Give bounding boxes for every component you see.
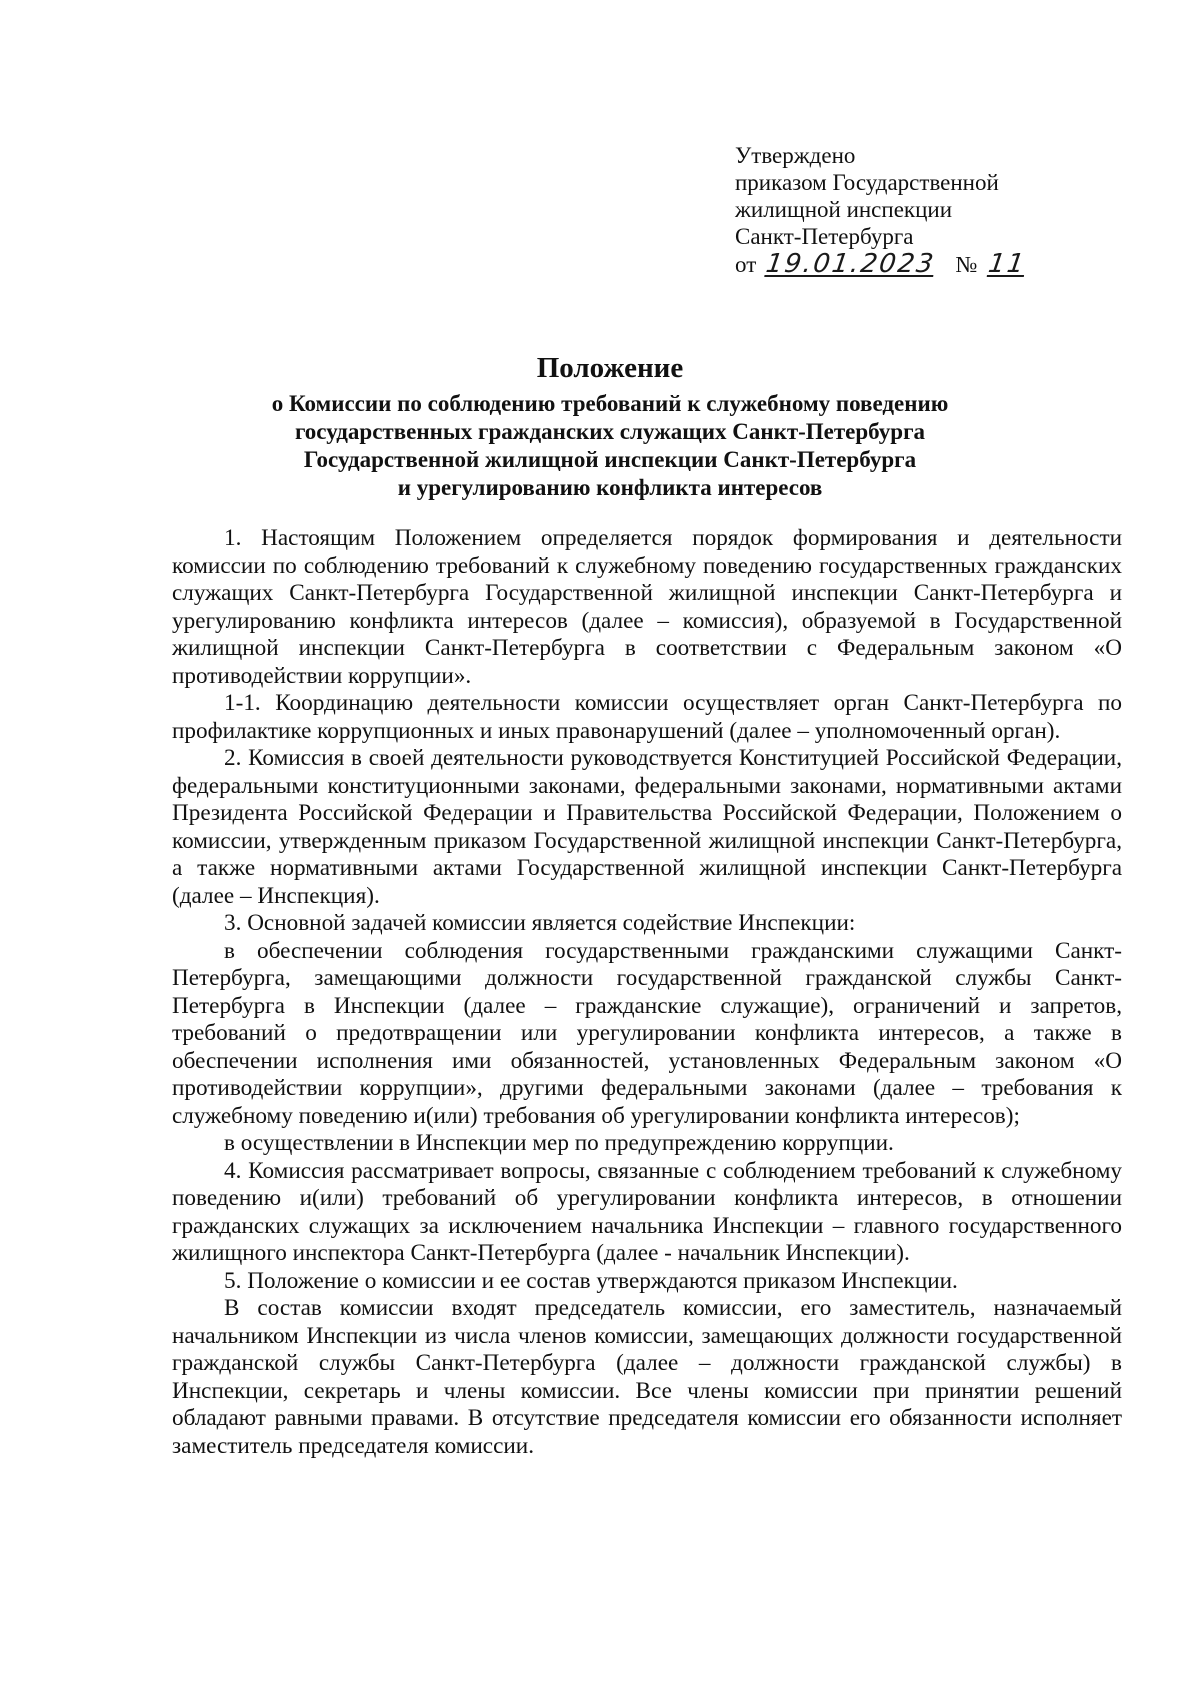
date-prefix: от: [735, 252, 757, 277]
approval-line: Санкт-Петербурга: [735, 224, 914, 249]
paragraph: в обеспечении соблюдения государственными гражданскими служащими Санкт-Петербурга, замещающими должности государственной гражданской службы Санкт-Петербурга в Инспекции (далее – гражданские служащие), ограничений и запретов, требований о предотвращении или урегулировании конфликта интересов, а также в обеспечении исполнения ими обязанностей, установленных Федеральным законом «О противодействии коррупции», другими федеральными законами (далее – требования к служебному поведению и(или) требования об урегулировании конфликта интересов);: [172, 937, 1122, 1129]
handwritten-number: 11: [986, 249, 1028, 279]
paragraph: 1-1. Координацию деятельности комиссии осуществляет орган Санкт-Петербурга по профилактике коррупционных и иных правонарушений (далее – уполномоченный орган).: [172, 690, 1122, 744]
number-prefix: №: [955, 252, 978, 277]
document-heading: [170, 350, 1050, 502]
document-subtitle: [170, 390, 1050, 502]
subtitle-line: и урегулированию конфликта интересов: [397, 475, 823, 500]
subtitle-line: государственных гражданских служащих Санкт-Петербурга: [294, 419, 926, 444]
document-title: Положение: [536, 352, 684, 384]
subtitle-line: Государственной жилищной инспекции Санкт-Петербурга: [303, 447, 917, 472]
approval-line: жилищной инспекции: [735, 197, 953, 222]
paragraph: 5. Положение о комиссии и ее состав утверждаются приказом Инспекции.: [224, 1267, 958, 1294]
paragraph: 2. Комиссия в своей деятельности руководствуется Конституцией Российской Федерации, федеральными конституционными законами, федеральными законами, нормативными актами Президента Российской Федерации и Правительства Российской Федерации, Положением о комиссии, утвержденным приказом Государственной жилищной инспекции Санкт-Петербурга, а также нормативными актами Государственной жилищной инспекции Санкт-Петербурга (далее – Инспекция).: [172, 745, 1122, 909]
paragraph: В состав комиссии входят председатель комиссии, его заместитель, назначаемый начальником Инспекции из числа членов комиссии, замещающих должности государственной гражданской службы Санкт-Петербурга (далее – должности гражданской службы) в Инспекции, секретарь и члены комиссии. Все члены комиссии при принятии решений обладают равными правами. В отсутствие председателя комиссии его обязанности исполняет заместитель председателя комиссии.: [172, 1295, 1122, 1459]
paragraph: 1. Настоящим Положением определяется порядок формирования и деятельности комиссии по соблюдению требований к служебному поведению государственных гражданских служащих Санкт-Петербурга Государственной жилищной инспекции Санкт-Петербурга и урегулированию конфликта интересов (далее – комиссия), образуемой в Государственной жилищной инспекции Санкт-Петербурга в соответствии с Федеральным законом «О противодействии коррупции».: [172, 525, 1122, 689]
paragraph: 3. Основной задачей комиссии является содействие Инспекции:: [224, 910, 856, 936]
approval-stamp-block: [735, 142, 1065, 278]
order-date-number-line: [735, 251, 1065, 278]
subtitle-line: о Комиссии по соблюдению требований к служебному поведению: [271, 391, 949, 416]
document-body: [172, 525, 1122, 1460]
handwritten-date: 19.01.2023: [763, 249, 938, 279]
paragraph: в осуществлении в Инспекции мер по предупреждению коррупции.: [224, 1130, 894, 1156]
approval-line: Утверждено: [735, 143, 856, 168]
approval-line: приказом Государственной: [735, 170, 999, 195]
paragraph: 4. Комиссия рассматривает вопросы, связанные с соблюдением требований к служебному поведению и(или) требований об урегулировании конфликта интересов, в отношении гражданских служащих за исключением начальника Инспекции – главного государственного жилищного инспектора Санкт-Петербурга (далее - начальник Инспекции).: [172, 1157, 1122, 1266]
